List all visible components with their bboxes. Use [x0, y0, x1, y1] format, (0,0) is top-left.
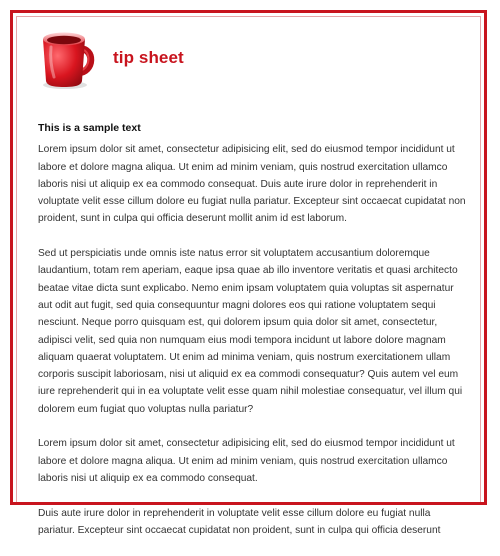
paragraph-3: Lorem ipsum dolor sit amet, consectetur adipisicing elit, sed do eiusmod tempor incididunt ut labore et dolore magna aliqua. Ut enim ad minim veniam, quis nostrud exercitation ullamco laboris nisi ut aliquip ex ea commodo consequat.	[38, 438, 455, 484]
coffee-mug-icon	[37, 27, 97, 91]
header	[37, 27, 337, 97]
paragraph-4: Duis aute irure dolor in reprehenderit in voluptate velit esse cillum dolore eu fugiat nulla pariatur. Excepteur sint occaecat cupidatat non proident, sunt in culpa qui officia deserunt	[38, 507, 441, 536]
paragraph-1: Lorem ipsum dolor sit amet, consectetur adipisicing elit, sed do eiusmod tempor incididunt ut labore et dolore magna aliqua. Ut enim ad minim veniam, quis nostrud exercitation ullamco laboris nisi ut aliquip ex ea commodo consequat. Duis aute irure dolor in reprehenderit in voluptate velit esse cillum dolore eu fugiat nulla pariatur. Excepteur sint occaecat cupidatat non proident, sunt in culpa qui officia deserunt mollit anim id est laborum.	[38, 144, 466, 225]
brand-title: tip sheet	[113, 48, 184, 67]
document-title: This is a sample text	[38, 122, 141, 134]
page-frame	[10, 10, 487, 536]
paragraph-2: Sed ut perspiciatis unde omnis iste natus error sit voluptatem accusantium doloremque laudantium, totam rem aperiam, eaque ipsa quae ab illo inventore veritatis et quasi architecto beatae vitae dicta sunt explicabo. Nemo enim ipsam voluptatem quia voluptas sit aspernatur aut odit aut fugit, sed quia consequuntur magni dolores eos qui ratione voluptatem sequi nesciunt. Neque porro quisquam est, qui dolorem ipsum quia dolor sit amet, consectetur, adipisci velit, sed quia non numquam eius modi tempora incidunt ut labore dolore magnam aliquam quaerat voluptatem. Ut enim ad minima veniam, quis nostrum exercitationem ullam corporis suscipit laboriosam, nisi ut aliquid ex ea commodi consequatur? Quis autem vel eum iure reprehenderit qui in ea voluptate velit esse quam nihil molestiae consequatur, vel illum qui dolorem eum fugiat quo voluptas nulla pariatur?	[38, 248, 463, 415]
document-body	[38, 120, 468, 556]
